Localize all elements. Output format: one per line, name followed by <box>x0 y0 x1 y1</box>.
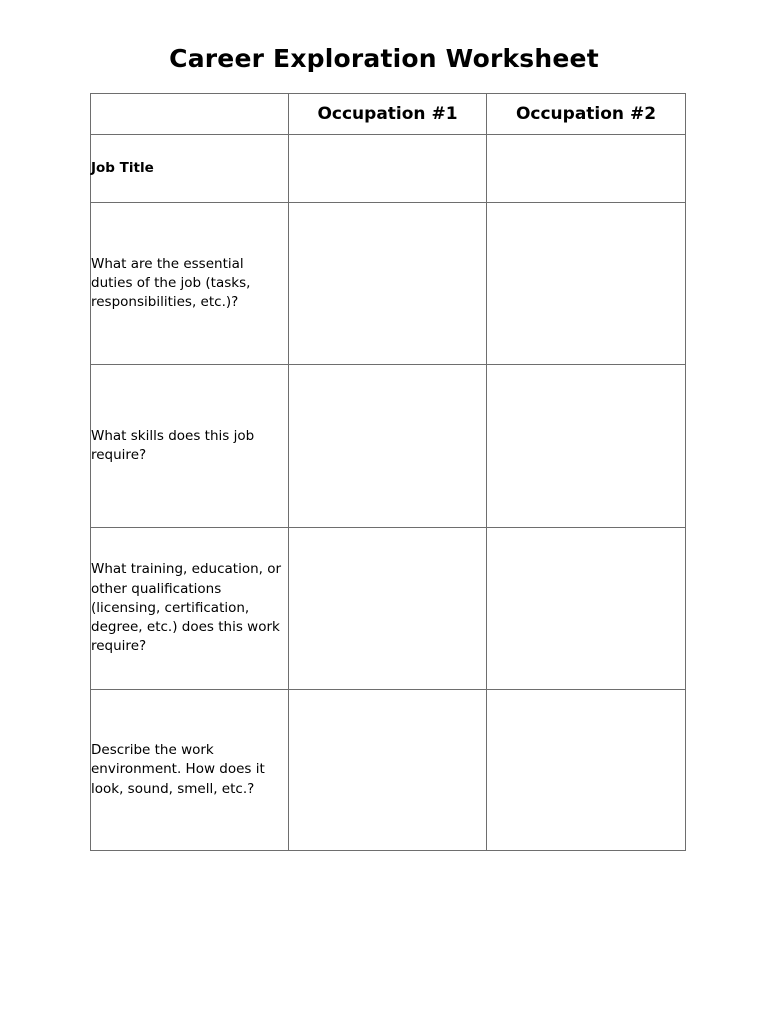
occupation-1-header: Occupation #1 <box>289 94 487 135</box>
duties-label: What are the essential duties of the job (tasks, responsibilities, etc.)? <box>91 203 289 365</box>
job-title-label: Job Title <box>91 135 289 203</box>
page-title: Career Exploration Worksheet <box>169 44 599 73</box>
skills-occupation-2-cell[interactable] <box>487 365 686 528</box>
training-label: What training, education, or other qualifications (licensing, certification, degree, etc.) does this work require? <box>91 528 289 690</box>
job-title-occupation-1-cell[interactable] <box>289 135 487 203</box>
table-row <box>91 203 686 365</box>
skills-label: What skills does this job require? <box>91 365 289 528</box>
skills-occupation-1-cell[interactable] <box>289 365 487 528</box>
duties-occupation-1-cell[interactable] <box>289 203 487 365</box>
table-row <box>91 690 686 851</box>
training-occupation-1-cell[interactable] <box>289 528 487 690</box>
table-row <box>91 135 686 203</box>
environment-occupation-2-cell[interactable] <box>487 690 686 851</box>
environment-label: Describe the work environment. How does it look, sound, smell, etc.? <box>91 690 289 851</box>
occupation-2-header: Occupation #2 <box>487 94 686 135</box>
training-occupation-2-cell[interactable] <box>487 528 686 690</box>
duties-occupation-2-cell[interactable] <box>487 203 686 365</box>
table-row <box>91 528 686 690</box>
worksheet-table <box>90 93 686 851</box>
header-corner-cell <box>91 94 289 135</box>
table-header-row <box>91 94 686 135</box>
job-title-occupation-2-cell[interactable] <box>487 135 686 203</box>
environment-occupation-1-cell[interactable] <box>289 690 487 851</box>
table-row <box>91 365 686 528</box>
